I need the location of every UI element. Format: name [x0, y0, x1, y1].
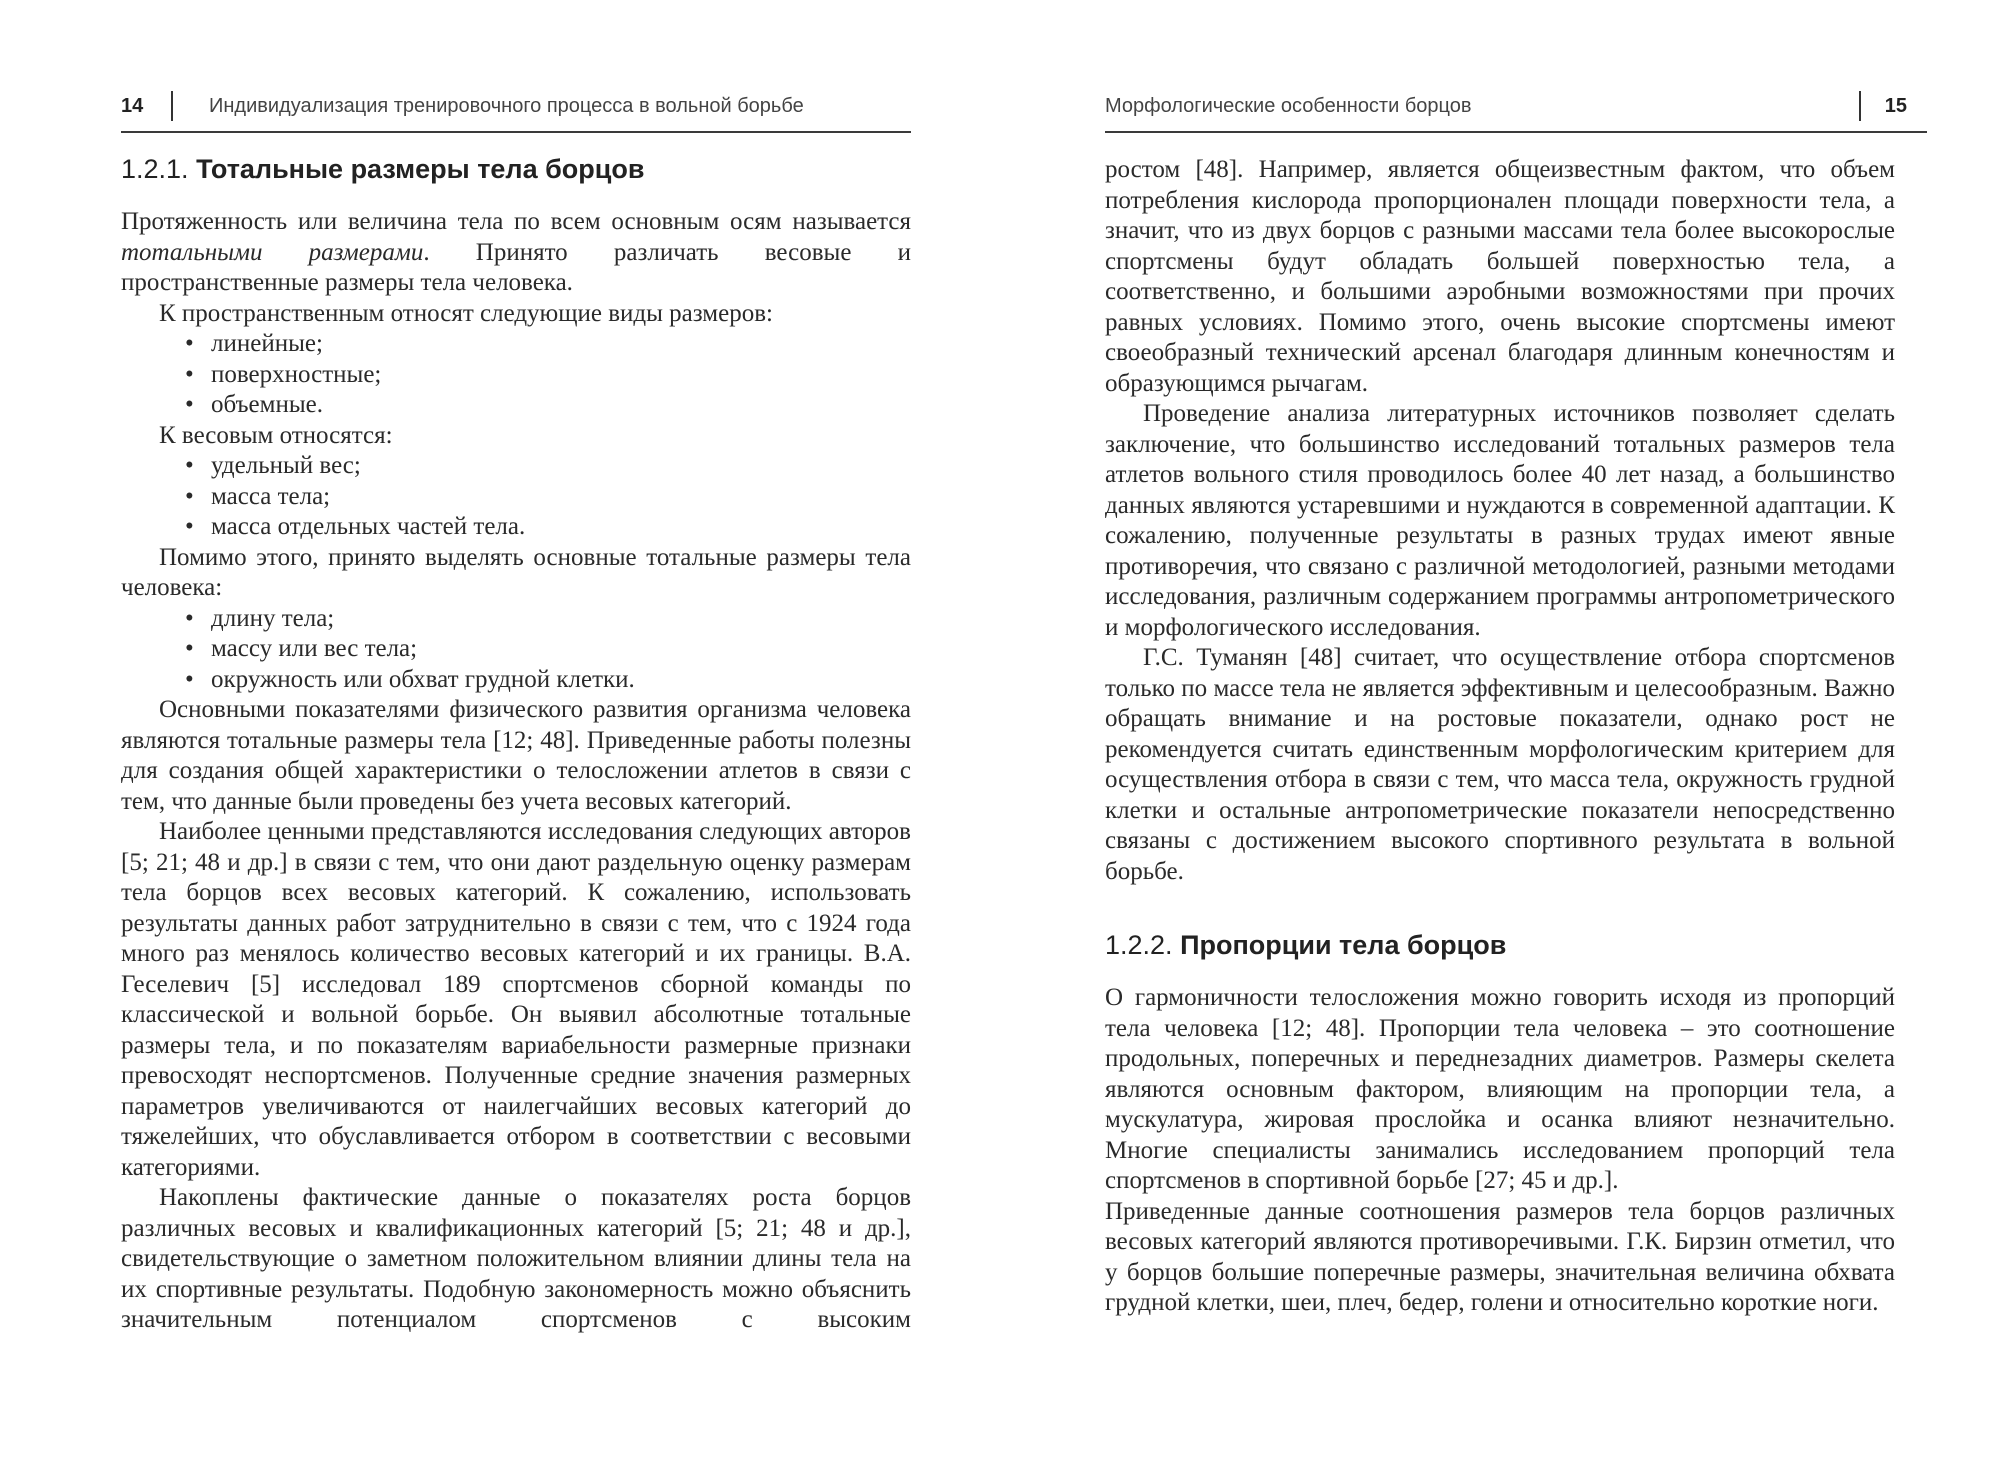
right-body-text-2 [1105, 983, 1895, 1319]
section-heading-1-2-2 [1105, 927, 1927, 963]
section-number: 1.2.1. [121, 154, 189, 184]
right-running-head-title: Морфологические особенности борцов [1105, 95, 1472, 117]
paragraph-analysis: Проведение анализа литературных источников позволяет сделать заключение, что большинство исследований тотальных размеров тела атлетов вольного стиля проводилось более 40 лет назад, а большинство данных являются устаревшими и нуждаются в современной адаптации. К сожалению, полученные результаты в разных трудах имеют явные противоречия, что связано с различной методологией, разными методами исследования, различным содержанием программы антропометрического и морфологического исследования. [1105, 400, 1895, 641]
paragraph-indicators: Основными показателями физического развития организма человека являются тотальные размеры тела [12; 48]. Приведенные работы полезны для создания общей характеристики о телосложении атлетов в связи с тем, что данные были проведены без учета весовых категорий. [121, 696, 911, 815]
right-page-number: 15 [1884, 95, 1907, 117]
list-item: • длину тела; [185, 604, 911, 635]
section-title: Пропорции тела борцов [1180, 930, 1507, 960]
intro-text-end: . Принято различать весовые и пространственные размеры тела человека. [121, 238, 911, 296]
list-item: • линейные; [185, 329, 911, 360]
spatial-list [121, 329, 911, 421]
paragraph-continued: ростом [48]. Например, является общеизвестным фактом, что объем потребления кислорода пропорционален площади поверхности тела, а значит, что из двух борцов с разными массами тела более высокорослые спортсмены будут обладать большей поверхностью тела, а соответственно, и большими аэробными возможностями при прочих равных условиях. Помимо этого, очень высокие спортсмены имеют своеобразный технический арсенал благодаря длинным конечностям и образующимся рычагам. [1105, 156, 1895, 397]
list-item: • объемные. [185, 390, 911, 421]
left-page [121, 95, 911, 1336]
paragraph-accumulated: Накоплены фактические данные о показателях роста борцов различных весовых и квалификационных категорий [5; 21; 48 и др.], свидетельствующие о заметном положительном влиянии длины тела на их спортивные результаты. Подобную закономерность можно объяснить значительным потенциалом спортсменов с высоким [121, 1184, 911, 1333]
intro-text-start: Протяженность или величина тела по всем основным осям называется [121, 208, 911, 235]
paragraph-valuable: Наиболее ценными представляются исследования следующих авторов [5; 21; 48 и др.] в связи с тем, что они дают раздельную оценку размерам тела борцов всех весовых категорий. К сожалению, использовать результаты данных работ затруднительно в связи с тем, что с 1924 года много раз менялось количество весовых категорий и их границы. В.А. Геселевич [5] исследовал 189 спортсменов сборной команды по классической и вольной борьбе. Он выявил абсолютные тотальные размеры тела, и по показателям вариабельности размерные признаки превосходят неспортсменов. Полученные средние значения размерных параметров увеличиваются от наилегчайших весовых категорий до тяжелейших, что обуславливается отбором в соответствии с весовыми категориями. [121, 818, 911, 1181]
list-item: • удельный вес; [185, 451, 911, 482]
list-item: • поверхностные; [185, 360, 911, 391]
weight-intro: К весовым относятся: [159, 421, 393, 449]
main-sizes-intro: Помимо этого, принято выделять основные тотальные размеры тела человека: [121, 543, 911, 601]
section-title: Тотальные размеры тела борцов [196, 154, 645, 184]
list-item: • массу или вес тела; [185, 634, 911, 665]
paragraph-proportions: О гармоничности телосложения можно говорить исходя из пропорций тела человека [12; 48]. Пропорции тела человека – это соотношение продольных, поперечных и переднезадних диаметров. Размеры скелета являются основным фактором, влияющим на пропорции тела, а мускулатура, жировая прослойка и осанка влияют незначительно. Многие специалисты занимались исследованием пропорций тела спортсменов в спортивной борьбе [27; 45 и др.]. [1105, 984, 1895, 1194]
intro-paragraph [121, 207, 911, 299]
left-page-number: 14 [121, 95, 144, 117]
right-body-text [1105, 155, 1895, 887]
right-page [1105, 95, 1927, 1319]
left-body-text [121, 207, 911, 1336]
main-sizes-list [121, 604, 911, 696]
running-head-divider [1859, 91, 1861, 121]
left-running-head-title: Индивидуализация тренировочного процесса в вольной борьбе [209, 95, 804, 117]
intro-emphasis: тотальными размерами [121, 238, 424, 266]
section-heading-1-2-1 [121, 151, 911, 187]
section-number: 1.2.2. [1105, 930, 1173, 960]
right-running-head [1105, 95, 1927, 133]
list-item: • масса отдельных частей тела. [185, 512, 911, 543]
paragraph-birzin: Приведенные данные соотношения размеров тела борцов различных весовых категорий являются противоречивыми. Г.К. Бирзин отметил, что у борцов большие поперечные размеры, значительная величина обхвата грудной клетки, шеи, плеч, бедер, голени и относительно короткие ноги. [1105, 1197, 1895, 1316]
list-item: • масса тела; [185, 482, 911, 513]
list-item: • окружность или обхват грудной клетки. [185, 665, 911, 696]
spatial-intro: К пространственным относят следующие виды размеров: [159, 299, 773, 327]
weight-list [121, 451, 911, 543]
left-running-head [121, 95, 911, 133]
running-head-divider [171, 91, 173, 121]
paragraph-tumanyan: Г.С. Туманян [48] считает, что осуществление отбора спортсменов только по массе тела не является эффективным и целесообразным. Важно обращать внимание и на ростовые показатели, однако рост не рекомендуется считать единственным морфологическим критерием для осуществления отбора в связи с тем, что масса тела, окружность грудной клетки и остальные антропометрические показатели непосредственно связаны с достижением высокого спортивного результата в вольной борьбе. [1105, 644, 1895, 885]
